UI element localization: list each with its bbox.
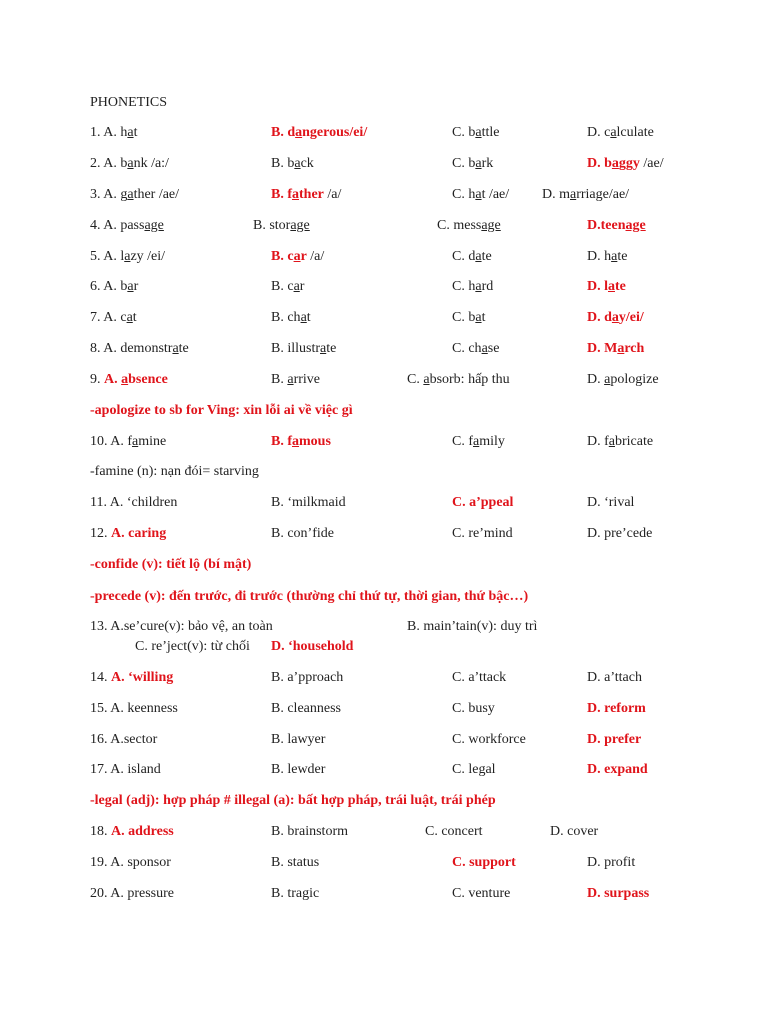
option-c: C. busy bbox=[452, 701, 495, 716]
note-confide: -confide (v): tiết lộ (bí mật) bbox=[90, 557, 252, 572]
option-b: B. storage bbox=[253, 218, 310, 233]
question-row bbox=[0, 884, 768, 906]
option-a: 6. A. bar bbox=[90, 279, 139, 294]
option-d: D. day/ei/ bbox=[587, 310, 644, 325]
option-a: 7. A. cat bbox=[90, 310, 137, 325]
option-b: B. lawyer bbox=[271, 732, 326, 747]
option-a: 5. A. lazy /ei/ bbox=[90, 249, 166, 264]
option-d: D. baggy /ae/ bbox=[587, 156, 664, 171]
option-c: C. workforce bbox=[452, 732, 526, 747]
question-row bbox=[0, 822, 768, 844]
question-row bbox=[0, 853, 768, 875]
heading: PHONETICS bbox=[90, 95, 168, 110]
option-a: 2. A. bank /a:/ bbox=[90, 156, 169, 171]
option-a: 8. A. demonstrate bbox=[90, 341, 189, 356]
option-c: C. chase bbox=[452, 341, 500, 356]
option-d: D. ‘rival bbox=[587, 495, 635, 510]
option-d: D. late bbox=[587, 279, 626, 294]
option-a: 11. A. ‘children bbox=[90, 495, 178, 510]
question-row bbox=[0, 370, 768, 392]
option-a: 10. A. famine bbox=[90, 434, 167, 449]
question-row bbox=[0, 493, 768, 515]
option-d: D. calculate bbox=[587, 125, 654, 140]
option-a: 12. A. caring bbox=[90, 526, 167, 541]
option-b: B. con’fide bbox=[271, 526, 334, 541]
option-b: B. brainstorm bbox=[271, 824, 348, 839]
option-b: B. illustrate bbox=[271, 341, 337, 356]
option-d: D. marriage/ae/ bbox=[542, 187, 630, 202]
option-d: D. pre’cede bbox=[587, 526, 653, 541]
option-c: C. battle bbox=[452, 125, 500, 140]
question-row bbox=[0, 699, 768, 721]
option-a: 4. A. passage bbox=[90, 218, 164, 233]
option-c: C. concert bbox=[425, 824, 483, 839]
option-c: C. bark bbox=[452, 156, 494, 171]
question-row bbox=[0, 668, 768, 690]
option-c: C. bat bbox=[452, 310, 486, 325]
option-a: 14. A. ‘willing bbox=[90, 670, 174, 685]
option-a: 15. A. keenness bbox=[90, 701, 178, 716]
option-d: D. prefer bbox=[587, 732, 642, 747]
option-b: B. dangerous/ei/ bbox=[271, 125, 368, 140]
option-b: B. status bbox=[271, 855, 320, 870]
option-d: D.teenage bbox=[587, 218, 646, 233]
question-row bbox=[0, 185, 768, 207]
option-c: C. legal bbox=[452, 762, 496, 777]
option-c: C. hard bbox=[452, 279, 494, 294]
option-a: 1. A. hat bbox=[90, 125, 138, 140]
option-a: 17. A. island bbox=[90, 762, 161, 777]
option-c: C. re’mind bbox=[452, 526, 513, 541]
option-d: D. reform bbox=[587, 701, 646, 716]
option-c: C. venture bbox=[452, 886, 511, 901]
option-b: B. chat bbox=[271, 310, 311, 325]
option-a: 16. A.sector bbox=[90, 732, 158, 747]
question-row bbox=[0, 247, 768, 269]
option-c: C. a’ppeal bbox=[452, 495, 514, 510]
option-b: B. father /a/ bbox=[271, 187, 342, 202]
option-b: B. a’pproach bbox=[271, 670, 344, 685]
option-c: C. family bbox=[452, 434, 505, 449]
option-d: D. fabricate bbox=[587, 434, 654, 449]
option-b: B. arrive bbox=[271, 372, 320, 387]
option-a: 3. A. gather /ae/ bbox=[90, 187, 180, 202]
option-a: 20. A. pressure bbox=[90, 886, 174, 901]
option-b: B. tragic bbox=[271, 886, 320, 901]
q13-option-b: B. main’tain(v): duy trì bbox=[407, 619, 538, 634]
note-famine: -famine (n): nạn đói= starving bbox=[90, 464, 259, 479]
option-d: D. profit bbox=[587, 855, 636, 870]
question-row bbox=[0, 123, 768, 145]
question-row bbox=[0, 730, 768, 752]
note-apologize: -apologize to sb for Ving: xin lỗi ai về việc gì bbox=[90, 403, 353, 418]
q13-option-c: C. re’ject(v): từ chối bbox=[135, 639, 250, 654]
option-d: D. surpass bbox=[587, 886, 650, 901]
option-b: B. cleanness bbox=[271, 701, 341, 716]
option-c: C. hat /ae/ bbox=[452, 187, 510, 202]
option-c: C. support bbox=[452, 855, 516, 870]
option-b: B. back bbox=[271, 156, 314, 171]
note-precede: -precede (v): đến trước, đi trước (thường chỉ thứ tự, thời gian, thứ bậc…) bbox=[90, 589, 529, 604]
option-c: C. message bbox=[437, 218, 501, 233]
option-c: C. a’ttack bbox=[452, 670, 507, 685]
option-b: B. car bbox=[271, 279, 305, 294]
option-a: 9. A. absence bbox=[90, 372, 168, 387]
question-row bbox=[0, 308, 768, 330]
option-b: B. famous bbox=[271, 434, 331, 449]
option-c: C. date bbox=[452, 249, 492, 264]
option-a: 19. A. sponsor bbox=[90, 855, 171, 870]
question-row bbox=[0, 339, 768, 361]
option-b: B. car /a/ bbox=[271, 249, 325, 264]
option-d: D. apologize bbox=[587, 372, 659, 387]
option-a: 18. A. address bbox=[90, 824, 174, 839]
q13-option-a: 13. A.se’cure(v): bảo vệ, an toàn bbox=[90, 619, 273, 634]
question-row bbox=[0, 154, 768, 176]
option-b: B. lewder bbox=[271, 762, 326, 777]
q13-option-d: D. ‘household bbox=[271, 639, 354, 654]
option-d: D. a’ttach bbox=[587, 670, 642, 685]
question-row bbox=[0, 760, 768, 782]
note-legal: -legal (adj): hợp pháp # illegal (a): bất hợp pháp, trái luật, trái phép bbox=[90, 793, 496, 808]
option-c: C. absorb: hấp thu bbox=[407, 372, 510, 387]
question-row bbox=[0, 277, 768, 299]
option-d: D. hate bbox=[587, 249, 628, 264]
option-d: D. March bbox=[587, 341, 645, 356]
option-d: D. cover bbox=[550, 824, 599, 839]
option-b: B. ‘milkmaid bbox=[271, 495, 346, 510]
option-d: D. expand bbox=[587, 762, 648, 777]
question-row bbox=[0, 524, 768, 546]
question-row bbox=[0, 432, 768, 454]
question-row bbox=[0, 216, 768, 238]
